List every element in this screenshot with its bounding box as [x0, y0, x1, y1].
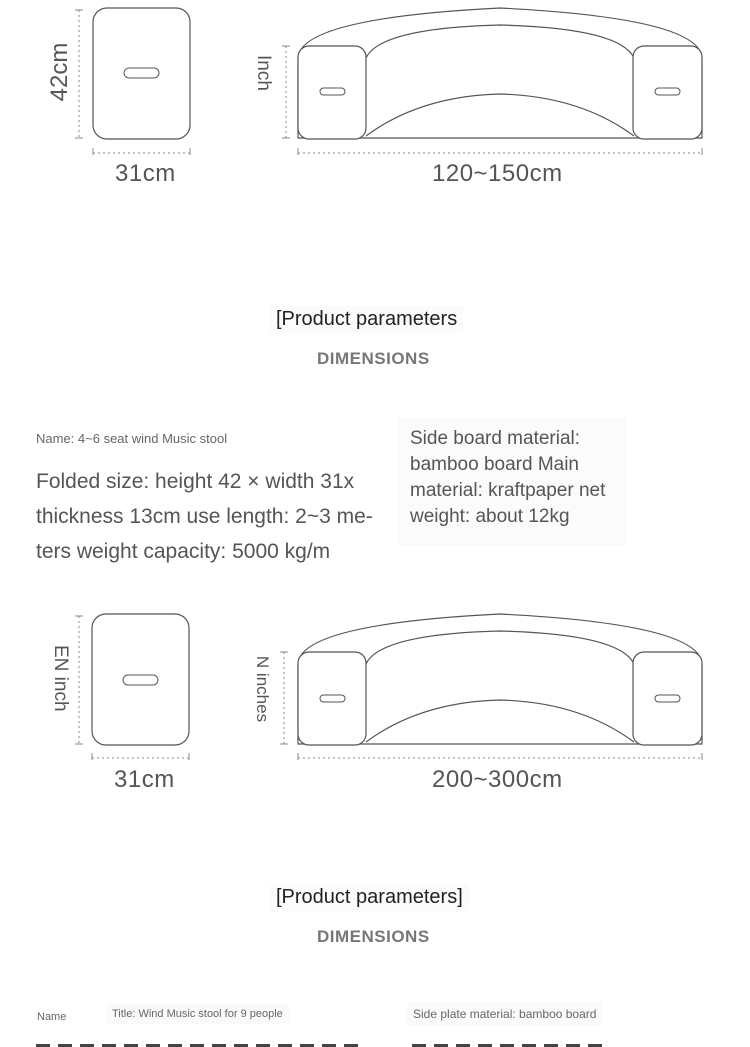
- cutoff-text-left: [36, 1041, 366, 1047]
- front-length-label: 120~150cm: [432, 160, 563, 187]
- side-view-1: [75, 8, 190, 155]
- front-height-label-2: N inches: [253, 655, 272, 723]
- name-label: Name: [37, 1011, 67, 1023]
- handle-slot: [124, 68, 159, 78]
- section-subtitle-1: DIMENSIONS: [317, 349, 430, 368]
- right-handle: [655, 695, 680, 702]
- front-view-2: [280, 614, 702, 760]
- title-line: Title: Wind Music stool for 9 people: [106, 1004, 289, 1024]
- left-handle: [320, 88, 345, 95]
- diagram-2: [0, 600, 750, 800]
- front-view-1: [282, 8, 702, 155]
- left-handle: [320, 695, 345, 702]
- material-description: Side board material: bamboo board Main material: kraftpaper net weight: about 12kg: [398, 418, 626, 546]
- diagram-1: [0, 0, 750, 200]
- section-title-2: [Product parameters]: [270, 884, 469, 911]
- handle-slot: [123, 675, 158, 685]
- section-title-1: [Product parameters: [270, 306, 463, 333]
- cutoff-text-right: [412, 1041, 606, 1047]
- size-description: Folded size: height 42 × width 31x thickness 13cm use length: 2~3 me-ters weight capacity: 5000 kg/m: [36, 470, 373, 563]
- front-height-label: Inch: [253, 55, 274, 91]
- side-height-label: 42cm: [46, 42, 73, 102]
- front-length-label-2: 200~300cm: [432, 766, 563, 793]
- right-handle: [655, 88, 680, 95]
- section-subtitle-2: DIMENSIONS: [317, 927, 430, 946]
- product-name-line: Name: 4~6 seat wind Music stool: [36, 431, 228, 446]
- side-height-label-2: EN inch: [50, 645, 71, 712]
- side-width-label: 31cm: [115, 160, 176, 187]
- side-plate-line: Side plate material: bamboo board: [407, 1003, 602, 1025]
- side-width-label-2: 31cm: [114, 766, 175, 793]
- side-view-2: [75, 614, 189, 760]
